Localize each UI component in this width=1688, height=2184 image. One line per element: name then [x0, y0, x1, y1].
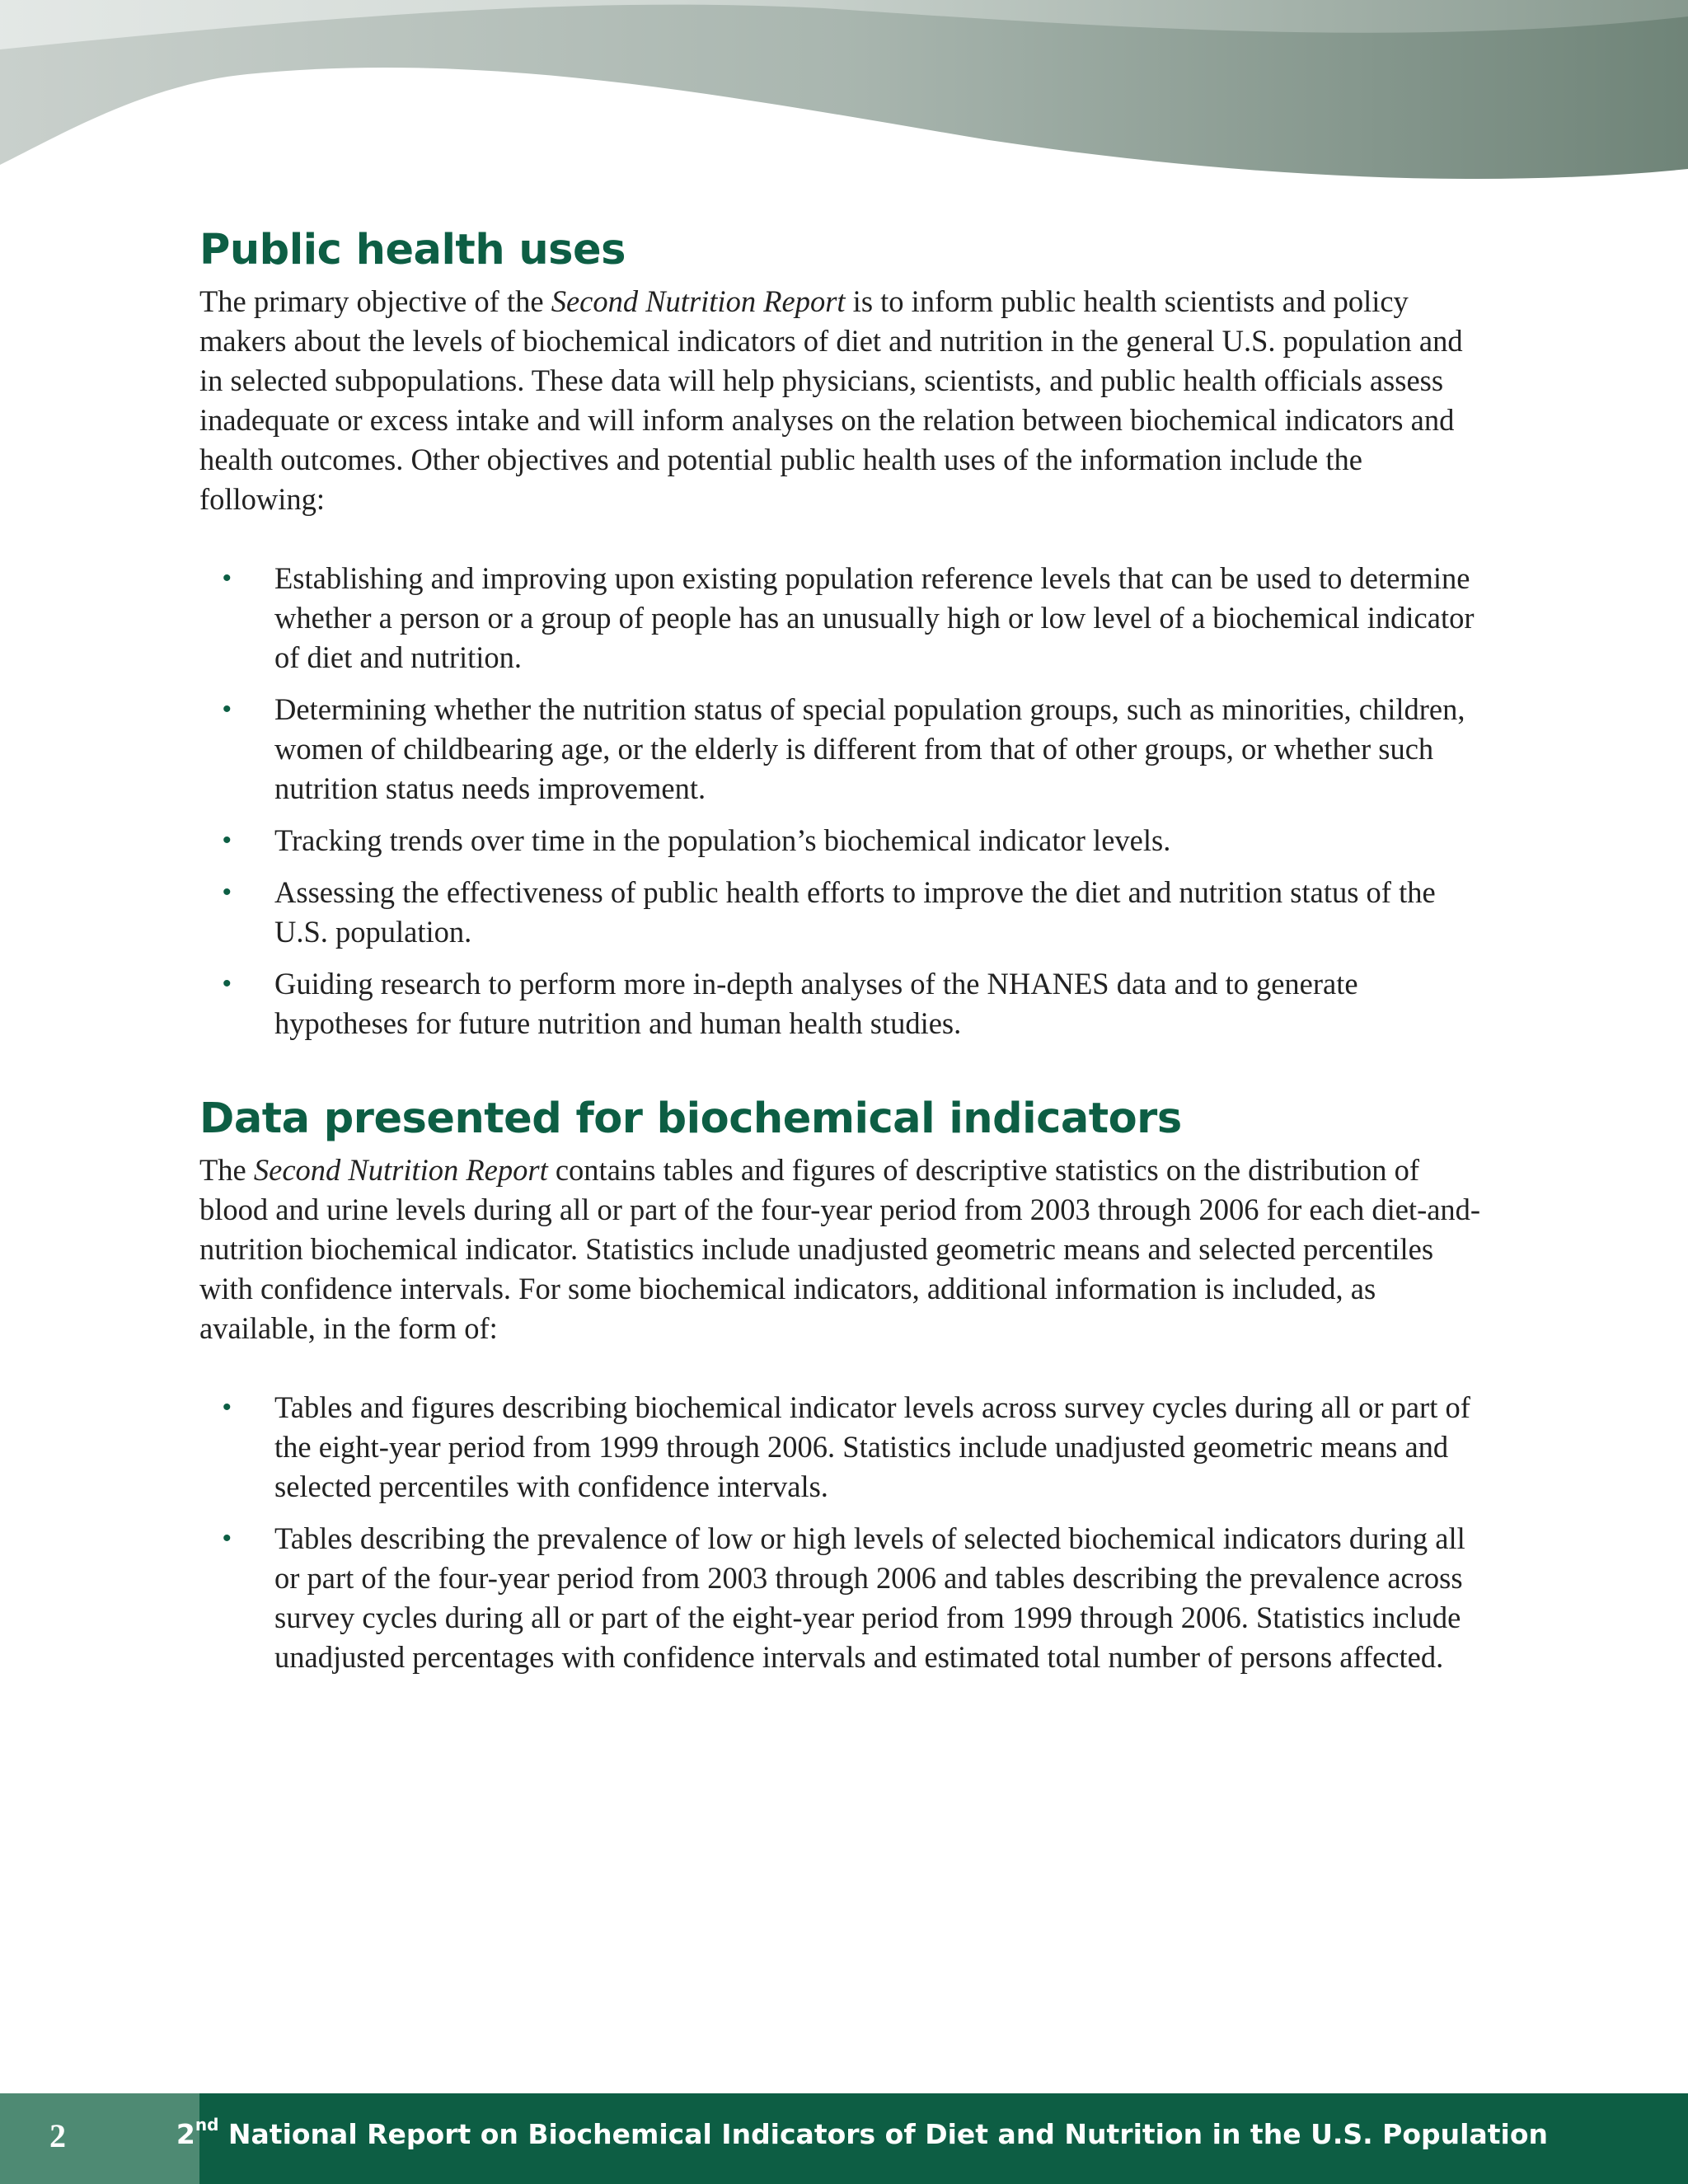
header-wave-graphic — [0, 0, 1688, 198]
report-title-ordinal: nd — [195, 2115, 219, 2135]
section-heading-public-health-uses: Public health uses — [199, 226, 626, 274]
public-health-uses-list — [199, 559, 1493, 1043]
bullet-icon: • — [223, 696, 232, 723]
report-title-number: 2 — [176, 2118, 195, 2150]
data-presented-list — [199, 1388, 1493, 1677]
intro-text-end: is to inform public health scientists and policy makers about the levels of biochemical indicators of diet and nutrition in the general U.S. population and in selected subpopulations. These data will help physicians, scientists, and public health officials assess inadequate or excess intake and will inform analyses on the relation between biochemical indicators and health outcomes. Other objectives and potential public health uses of the information include the following: — [199, 284, 1463, 516]
list-item-text: Assessing the effectiveness of public health efforts to improve the diet and nutrition status of the U.S. population. — [274, 875, 1436, 949]
footer-title-bar — [176, 2093, 1688, 2184]
bullet-icon: • — [223, 970, 232, 997]
list-item — [199, 964, 1493, 1043]
main-content — [199, 224, 1493, 1690]
list-item-text: Guiding research to perform more in-depth analyses of the NHANES data and to generate hypotheses for future nutrition and human health studies. — [274, 967, 1358, 1040]
bullet-icon: • — [223, 879, 232, 906]
footer-page-number-box — [0, 2093, 199, 2184]
list-item — [199, 690, 1493, 808]
list-item-text: Determining whether the nutrition status of special population groups, such as minorities, children, women of childbearing age, or the elderly is different from that of other groups, or whether such nutrition status needs improvement. — [274, 692, 1465, 805]
intro-text-start: The — [199, 1153, 254, 1187]
section-data-presented — [199, 1093, 1493, 1677]
bullet-icon: • — [223, 827, 232, 854]
section-intro-paragraph — [199, 282, 1493, 519]
list-item — [199, 821, 1493, 860]
list-item-text: Tables and figures describing biochemical indicator levels across survey cycles during all or part of the eight-year period from 1999 through 2006. Statistics include unadjusted geometric means and selected percentiles with confidence intervals. — [274, 1390, 1470, 1503]
report-title-italic: Second Nutrition Report — [551, 284, 846, 318]
bullet-icon: • — [223, 1394, 232, 1421]
bullet-icon: • — [223, 565, 232, 592]
list-item-text: Establishing and improving upon existing population reference levels that can be used to determine whether a person or a group of people has an unusually high or low level of a biochemical indicator of diet and nutrition. — [274, 561, 1475, 674]
list-item — [199, 559, 1493, 677]
report-title-text: National Report on Biochemical Indicators of Diet and Nutrition in the U.S. Population — [218, 2118, 1548, 2150]
page-footer — [0, 2093, 1688, 2184]
list-item-text: Tracking trends over time in the population’s biochemical indicator levels. — [274, 823, 1171, 857]
list-item — [199, 873, 1493, 952]
intro-text-end: contains tables and figures of descriptive statistics on the distribution of blood and urine levels during all or part of the four-year period from 2003 through 2006 for each diet-and-nutrition biochemical indicator. Statistics include unadjusted geometric means and selected percentiles with confidence intervals. For some biochemical indicators, additional information is included, as available, in the form of: — [199, 1153, 1481, 1345]
report-title — [176, 2115, 1548, 2150]
report-title-italic: Second Nutrition Report — [253, 1153, 548, 1187]
page-number: 2 — [49, 2117, 66, 2154]
bullet-icon: • — [223, 1525, 232, 1552]
list-item — [199, 1388, 1493, 1507]
list-item-text: Tables describing the prevalence of low or high levels of selected biochemical indicators during all or part of the four-year period from 2003 through 2006 and tables describing the prevalence across survey cycles during all or part of the eight-year period from 1999 through 2006. Statistics include unadjusted percentages with confidence intervals and estimated total number of persons affected. — [274, 1521, 1465, 1674]
intro-text-start: The primary objective of the — [199, 284, 551, 318]
list-item — [199, 1519, 1493, 1677]
section-intro-paragraph — [199, 1151, 1493, 1348]
section-heading-data-presented: Data presented for biochemical indicators — [199, 1094, 1182, 1143]
